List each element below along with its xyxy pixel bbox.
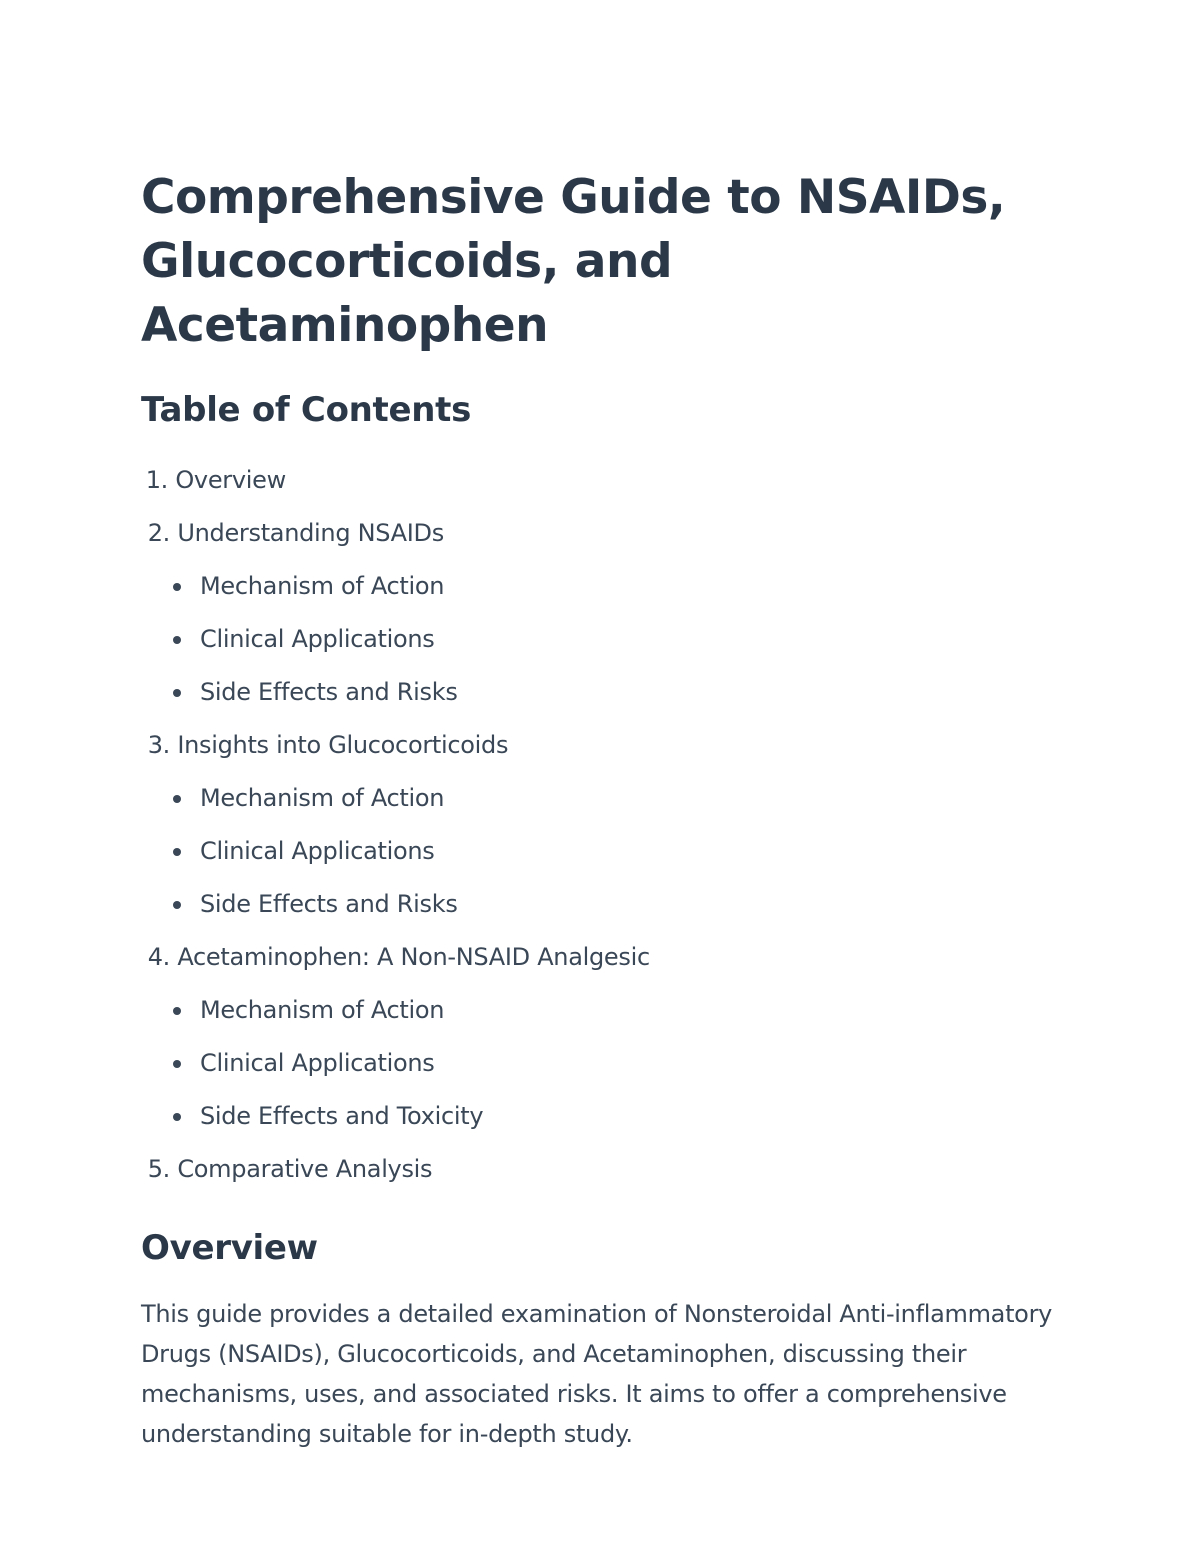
toc-sublabel: Mechanism of Action [200, 784, 445, 812]
toc-subitem[interactable] [141, 1037, 1061, 1090]
toc-label: Comparative Analysis [177, 1155, 433, 1183]
overview-paragraph: This guide provides a detailed examination of Nonsteroidal Anti-inflammatory Drugs (NSAIDs), Glucocorticoids, and Acetaminophen, discussing their mechanisms, uses, and associated risks. It aims to offer a comprehensive understanding suitable for in-depth study. [141, 1300, 1053, 1448]
toc-sublabel: Clinical Applications [200, 625, 435, 653]
toc-label: Overview [175, 466, 286, 494]
bullet-icon [173, 636, 181, 644]
bullet-icon [173, 1007, 181, 1015]
toc-subitem[interactable] [141, 984, 1061, 1037]
toc-label: Insights into Glucocorticoids [177, 731, 509, 759]
toc-sublabel: Side Effects and Risks [200, 678, 458, 706]
toc-item-overview [141, 454, 1061, 507]
bullet-icon [173, 1113, 181, 1121]
toc-entry[interactable] [141, 931, 1061, 984]
toc-sublabel: Mechanism of Action [200, 572, 445, 600]
toc-sublabel: Side Effects and Toxicity [200, 1102, 484, 1130]
toc-subitem[interactable] [141, 666, 1061, 719]
toc-sublabel: Clinical Applications [200, 837, 435, 865]
toc-heading: Table of Contents [141, 390, 472, 430]
bullet-icon [173, 848, 181, 856]
document-title [141, 166, 1061, 358]
overview-heading: Overview [141, 1228, 318, 1268]
bullet-icon [173, 795, 181, 803]
toc-subitem[interactable] [141, 878, 1061, 931]
title-line-2: Glucocorticoids, and Acetaminophen [141, 234, 673, 353]
toc-subitem[interactable] [141, 772, 1061, 825]
toc-number: 4. [147, 943, 170, 971]
bullet-icon [173, 689, 181, 697]
toc-entry[interactable] [141, 1143, 1061, 1196]
toc-sublist [141, 560, 1061, 719]
bullet-icon [173, 583, 181, 591]
toc-entry[interactable] [141, 719, 1061, 772]
toc-subitem[interactable] [141, 825, 1061, 878]
toc-subitem[interactable] [141, 560, 1061, 613]
title-line-1: Comprehensive Guide to NSAIDs, [141, 170, 1006, 225]
toc-sublabel: Mechanism of Action [200, 996, 445, 1024]
toc-entry[interactable] [141, 454, 1061, 507]
toc-sublist [141, 984, 1061, 1143]
toc-number: 5. [147, 1155, 170, 1183]
toc-number: 3. [147, 731, 170, 759]
toc-entry[interactable] [141, 507, 1061, 560]
toc-subitem[interactable] [141, 1090, 1061, 1143]
toc-label: Understanding NSAIDs [177, 519, 444, 547]
toc-number: 1. [145, 466, 168, 494]
toc-item-comparative [141, 1143, 1061, 1196]
document-content [141, 166, 1061, 1454]
toc-item-acetaminophen [141, 931, 1061, 1143]
toc-sublabel: Clinical Applications [200, 1049, 435, 1077]
toc-item-glucocorticoids [141, 719, 1061, 931]
table-of-contents [141, 454, 1061, 1196]
toc-sublist [141, 772, 1061, 931]
toc-number: 2. [147, 519, 170, 547]
bullet-icon [173, 1060, 181, 1068]
toc-sublabel: Side Effects and Risks [200, 890, 458, 918]
toc-label: Acetaminophen: A Non-NSAID Analgesic [177, 943, 650, 971]
toc-subitem[interactable] [141, 613, 1061, 666]
toc-item-nsaids [141, 507, 1061, 719]
bullet-icon [173, 901, 181, 909]
